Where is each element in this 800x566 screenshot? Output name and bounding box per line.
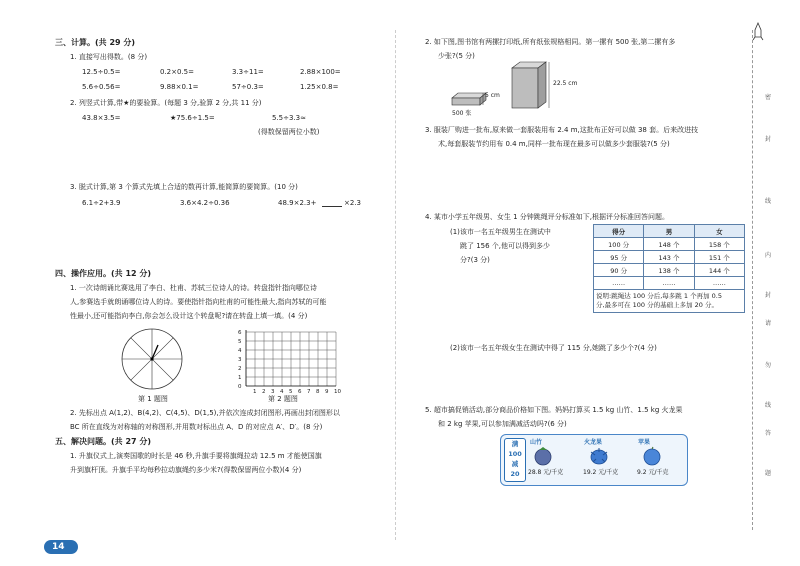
grid-x-label: 9 bbox=[325, 389, 329, 395]
question-r4-line: 4. 某市小学五年级男、女生 1 分钟跳绳评分标准如下,根据评分标准回答问题。 bbox=[425, 213, 670, 221]
vertical-calc-item: 43.8×3.5= bbox=[82, 114, 121, 122]
binding-char: 密 bbox=[765, 94, 772, 101]
step-calc-item: 3.6×4.2÷0.36 bbox=[180, 199, 230, 207]
calc-item: 5.6÷0.56= bbox=[82, 83, 121, 91]
fruit-name: 苹果 bbox=[638, 439, 651, 446]
grid-x-label: 10 bbox=[334, 389, 341, 395]
binding-char: 内 bbox=[765, 252, 772, 259]
figure-1-caption: 第 1 题图 bbox=[138, 395, 168, 403]
step-calc-item: ×2.3 bbox=[344, 199, 361, 207]
calc-item: 12.5÷0.5= bbox=[82, 68, 121, 76]
table-note bbox=[594, 290, 745, 313]
table-cell: 90 分 bbox=[594, 264, 644, 277]
question-r5-line: 5. 超市搞促销活动,部分商品价格如下图。妈妈打算买 1.5 kg 山竹、1.5 kg 火龙果 bbox=[425, 406, 683, 414]
section-4-title: 四、操作应用。(共 12 分) bbox=[55, 269, 152, 278]
grid-x-label: 6 bbox=[298, 389, 302, 395]
table-header: 得分 bbox=[594, 225, 644, 238]
promo-text: 减 bbox=[511, 460, 519, 468]
fill-blank[interactable] bbox=[322, 206, 342, 207]
grid-y-label: 3 bbox=[238, 357, 242, 363]
question-5-1-line: 1. 升旗仪式上,演奏国歌的时长是 46 秒,升旗手要将旗绳拉动 12.5 m 才能使国旗 bbox=[70, 452, 322, 460]
question-r4-1-line: (1)该市一名五年级男生在测试中 bbox=[450, 228, 551, 236]
vertical-calc-item: ★75.6÷1.5= bbox=[170, 114, 215, 122]
tall-stack-height: 22.5 cm bbox=[553, 80, 578, 87]
grid-x-label: 2 bbox=[262, 389, 266, 395]
binding-char: 题 bbox=[765, 470, 772, 477]
figure-2-caption: 第 2 题图 bbox=[268, 395, 298, 403]
fruit-price: 19.2 元/千克 bbox=[583, 469, 619, 476]
promo-text: 100 bbox=[508, 450, 522, 458]
calc-item: 57÷0.3= bbox=[232, 83, 264, 91]
rounding-note: (得数保留两位小数) bbox=[258, 128, 320, 136]
grid-y-label: 2 bbox=[238, 366, 242, 372]
calc-item: 9.88×0.1= bbox=[160, 83, 199, 91]
question-r5-line: 和 2 kg 苹果,可以参加满减活动吗?(6 分) bbox=[438, 420, 567, 428]
table-cell: 148 个 bbox=[644, 238, 694, 251]
grid-x-label: 1 bbox=[253, 389, 257, 395]
question-4-1-line: 人,参赛选手就朗诵哪位诗人的诗。要使指针指向杜甫的可能性最大,指向苏轼的可能 bbox=[70, 298, 327, 306]
grid-y-label: 5 bbox=[238, 339, 242, 345]
table-cell: 100 分 bbox=[594, 238, 644, 251]
grid-y-label: 4 bbox=[238, 348, 242, 354]
fruit-name: 火龙果 bbox=[584, 439, 603, 446]
fruit-price: 28.8 元/千克 bbox=[528, 469, 564, 476]
fruit-name: 山竹 bbox=[530, 439, 543, 446]
question-4-2-line: 2. 先标出点 A(1,2)、B(4,2)、C(4,5)、D(1,5),并依次连成封闭图形,再画出封闭图形以 bbox=[70, 409, 340, 417]
column-divider bbox=[395, 30, 396, 540]
binding-dashed-line bbox=[752, 30, 753, 530]
grid-y-label: 1 bbox=[238, 375, 242, 381]
coordinate-grid[interactable] bbox=[234, 326, 344, 396]
binding-char: 封 bbox=[765, 292, 772, 299]
question-r2-line: 2. 如下图,图书馆有两摞打印纸,所有纸张规格相同。第一摞有 500 张,第二摞有多 bbox=[425, 38, 676, 46]
spinner-figure[interactable] bbox=[120, 327, 184, 391]
table-cell: 138 个 bbox=[644, 264, 694, 277]
rocket-icon bbox=[752, 22, 764, 42]
table-cell: …… bbox=[644, 277, 694, 290]
binding-char: 线 bbox=[765, 198, 772, 205]
table-cell: 95 分 bbox=[594, 251, 644, 264]
page-number: 14 bbox=[52, 542, 65, 552]
table-cell: 144 个 bbox=[694, 264, 744, 277]
calc-item: 2.88×100= bbox=[300, 68, 341, 76]
grid-y-label: 6 bbox=[238, 330, 242, 336]
question-r4-1-line: 跳了 156 个,他可以得到多少 bbox=[460, 242, 551, 250]
promo-text: 满 bbox=[511, 440, 519, 448]
table-row bbox=[594, 264, 745, 277]
mangosteen-icon bbox=[533, 446, 553, 466]
question-r4-2-line: (2)该市一名五年级女生在测试中得了 115 分,她跳了多少个?(4 分) bbox=[450, 344, 657, 352]
question-3-2: 2. 列竖式计算,带★的要验算。(每题 3 分,验算 2 分,共 11 分) bbox=[70, 99, 262, 107]
promo-badge bbox=[504, 438, 526, 482]
grid-x-label: 7 bbox=[307, 389, 311, 395]
question-4-1-line: 性最小,还可能指向李白,你会怎么设计这个转盘呢?请在转盘上填一填。(4 分) bbox=[70, 312, 308, 320]
binding-char: 请 bbox=[765, 320, 772, 327]
calc-item: 0.2×0.5= bbox=[160, 68, 194, 76]
table-row bbox=[594, 238, 745, 251]
question-3-1: 1. 直接写出得数。(8 分) bbox=[70, 53, 148, 61]
table-header: 女 bbox=[694, 225, 744, 238]
question-3-3: 3. 脱式计算,第 3 个算式先填上合适的数再计算,能简算的要简算。(10 分) bbox=[70, 183, 298, 191]
vertical-calc-item: 5.5÷3.3≈ bbox=[272, 114, 306, 122]
table-cell: …… bbox=[594, 277, 644, 290]
step-calc-item: 6.1÷2+3.9 bbox=[82, 199, 121, 207]
grid-x-label: 5 bbox=[289, 389, 293, 395]
small-stack-count: 500 张 bbox=[452, 110, 472, 117]
table-cell: 143 个 bbox=[644, 251, 694, 264]
question-r3-line: 术,每套服装节约用布 0.4 m,同样一批布现在最多可以做多少套服装?(5 分) bbox=[438, 140, 670, 148]
promo-text: 20 bbox=[510, 470, 520, 478]
table-cell: …… bbox=[694, 277, 744, 290]
section-5-title: 五、解决问题。(共 27 分) bbox=[55, 437, 152, 446]
binding-char: 线 bbox=[765, 402, 772, 409]
rope-skipping-score-table bbox=[593, 224, 745, 313]
dragon-fruit-icon bbox=[588, 446, 610, 466]
question-4-2-line: BC 所在直线为对称轴的对称图形,并用数对标出点 A、D 的对应点 A′、D′。(8 分) bbox=[70, 423, 323, 431]
binding-char: 封 bbox=[765, 136, 772, 143]
small-stack-height: 5 cm bbox=[485, 92, 500, 99]
fruit-price: 9.2 元/千克 bbox=[637, 469, 669, 476]
table-cell: 151 个 bbox=[694, 251, 744, 264]
table-note-line: 说明:跳绳达 100 分后,每多跳 1 个再加 0.5 bbox=[596, 292, 722, 300]
question-4-1-line: 1. 一次诗朗诵比赛选用了李白、杜甫、苏轼三位诗人的诗。转盘指针指向哪位诗 bbox=[70, 284, 317, 292]
section-3-title: 三、计算。(共 29 分) bbox=[55, 38, 136, 47]
calc-item: 1.25×0.8= bbox=[300, 83, 339, 91]
question-r4-1-line: 分?(3 分) bbox=[460, 256, 490, 264]
table-row bbox=[594, 251, 745, 264]
table-header: 男 bbox=[644, 225, 694, 238]
calc-item: 3.3÷11= bbox=[232, 68, 264, 76]
apple-icon bbox=[642, 446, 662, 466]
table-row bbox=[594, 277, 745, 290]
binding-char: 勿 bbox=[765, 362, 772, 369]
table-note-line: 分,最多可在 100 分的基础上多加 20 分。 bbox=[596, 301, 719, 309]
step-calc-item: 48.9×2.3+ bbox=[278, 199, 317, 207]
grid-x-label: 3 bbox=[271, 389, 275, 395]
grid-x-label: 4 bbox=[280, 389, 284, 395]
question-5-1-line: 升到旗杆顶。升旗手平均每秒拉动旗绳约多少米?(得数保留两位小数)(4 分) bbox=[70, 466, 302, 474]
table-cell: 158 个 bbox=[694, 238, 744, 251]
binding-char: 答 bbox=[765, 430, 772, 437]
grid-y-label: 0 bbox=[238, 384, 242, 390]
question-r2-line: 少张?(5 分) bbox=[438, 52, 475, 60]
question-r3-line: 3. 服装厂购进一批布,原来做一套服装用布 2.4 m,这批布正好可以做 38 套。后来改进技 bbox=[425, 126, 699, 134]
grid-x-label: 8 bbox=[316, 389, 320, 395]
